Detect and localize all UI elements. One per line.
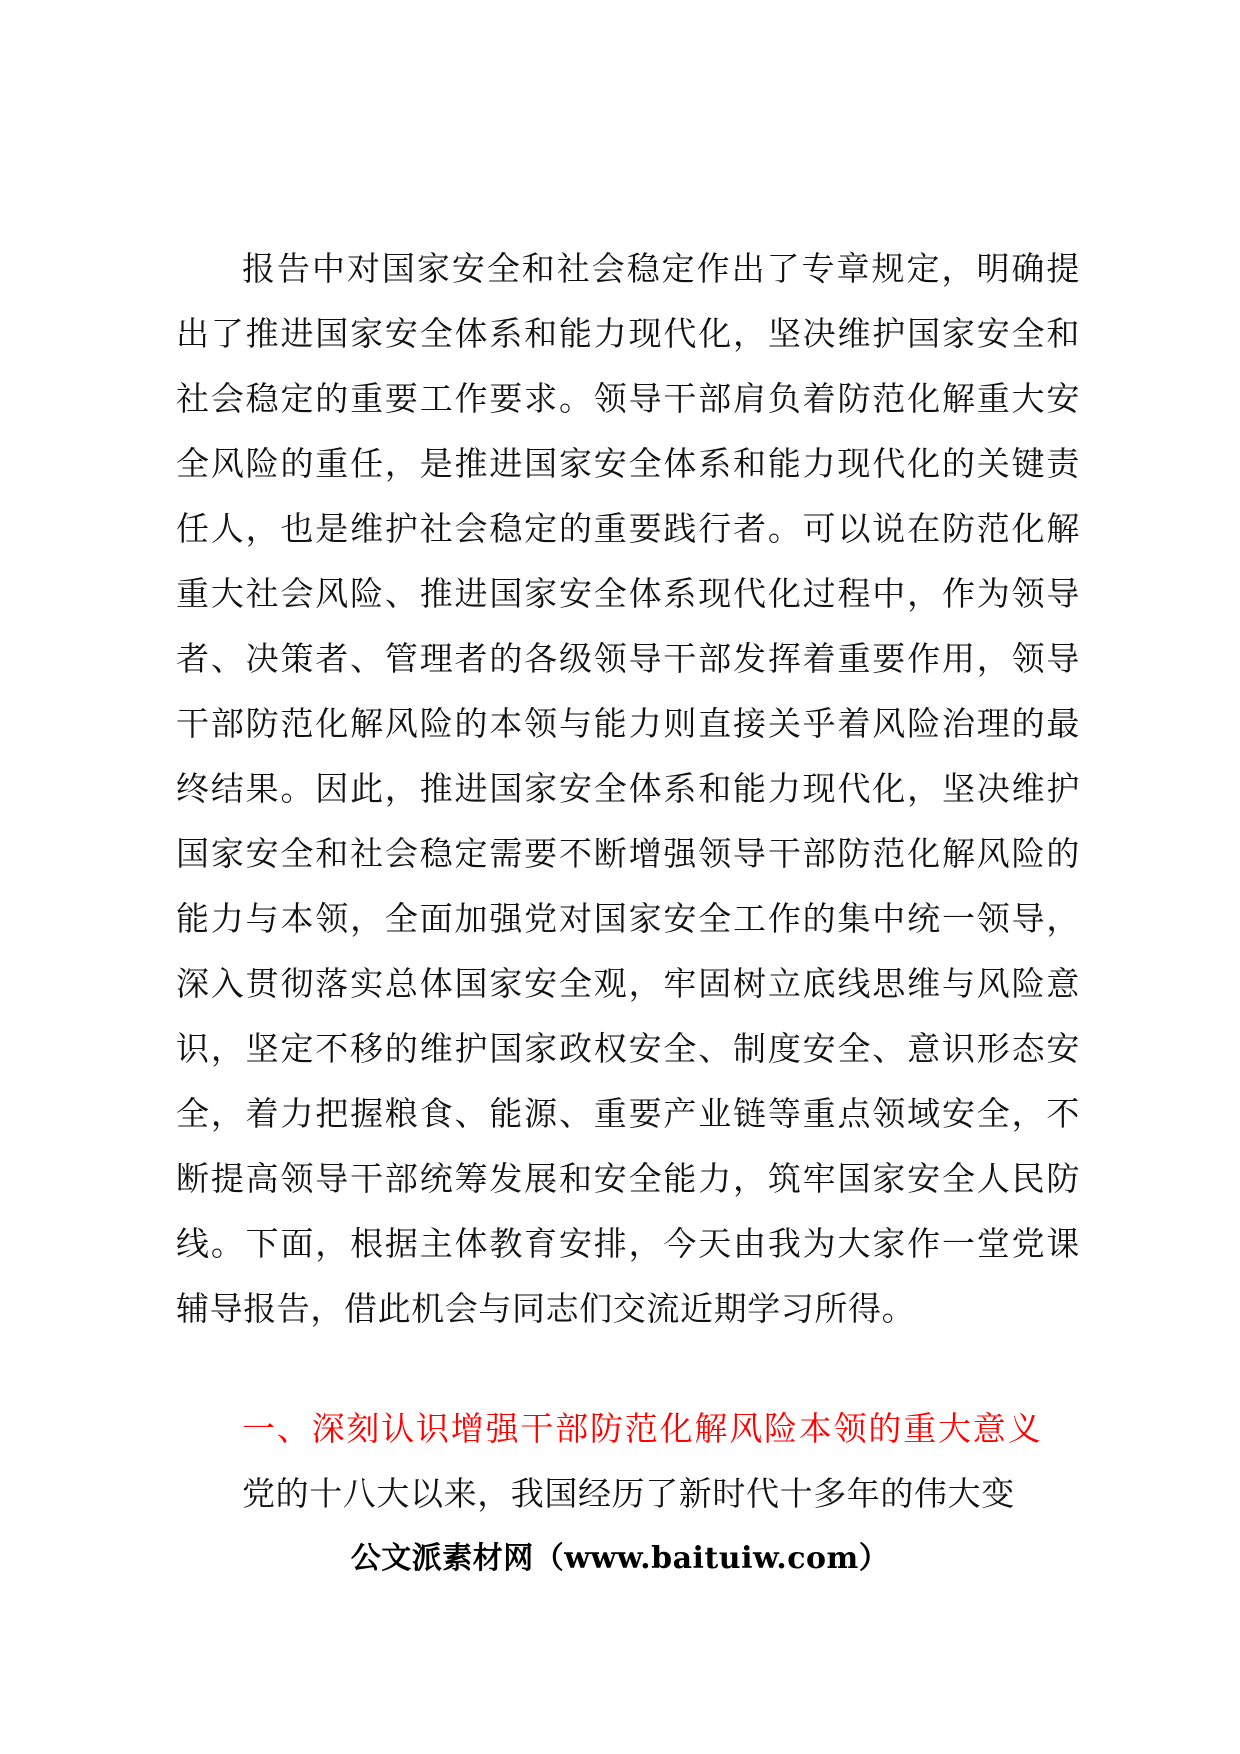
footer-watermark: 公文派素材网（www.baituiw.com） [350, 1541, 890, 1576]
section-heading: 一、深刻认识增强干部防范化解风险本领的重大意义 [242, 1409, 1043, 1448]
paragraph: 报告中对国家安全和社会稳定作出了专章规定，明确提出了推进国家安全体系和能力现代化，坚决维护国家安全和社会稳定的重要工作要求。领导干部肩负着防范化解重大安全风险的重任，是推进国家安全体系和能力现代化的关键责任人，也是维护社会稳定的重要践行者。可以说在防范化解重大社会风险、推进国家安全体系现代化过程中，作为领导者、决策者、管理者的各级领导干部发挥着重要作用，领导干部防范化解风险的本领与能力则直接关乎着风险治理的最终结果。因此，推进国家安全体系和能力现代化，坚决维护国家安全和社会稳定需要不断增强领导干部防范化解风险的能力与本领，全面加强党对国家安全工作的集中统一领导，深入贯彻落实总体国家安全观，牢固树立底线思维与风险意识，坚定不移的维护国家政权安全、制度安全、意识形态安全，着力把握粮食、能源、重要产业链等重点领域安全，不断提高领导干部统筹发展和安全能力，筑牢国家安全人民防线。下面，根据主体教育安排，今天由我为大家作一堂党课辅导报告，借此机会与同志们交流近期学习所得。 [176, 249, 1080, 1328]
document-body [176, 236, 1080, 1341]
paragraph-continuation: 党的十八大以来，我国经历了新时代十多年的伟大变 [242, 1474, 1015, 1513]
